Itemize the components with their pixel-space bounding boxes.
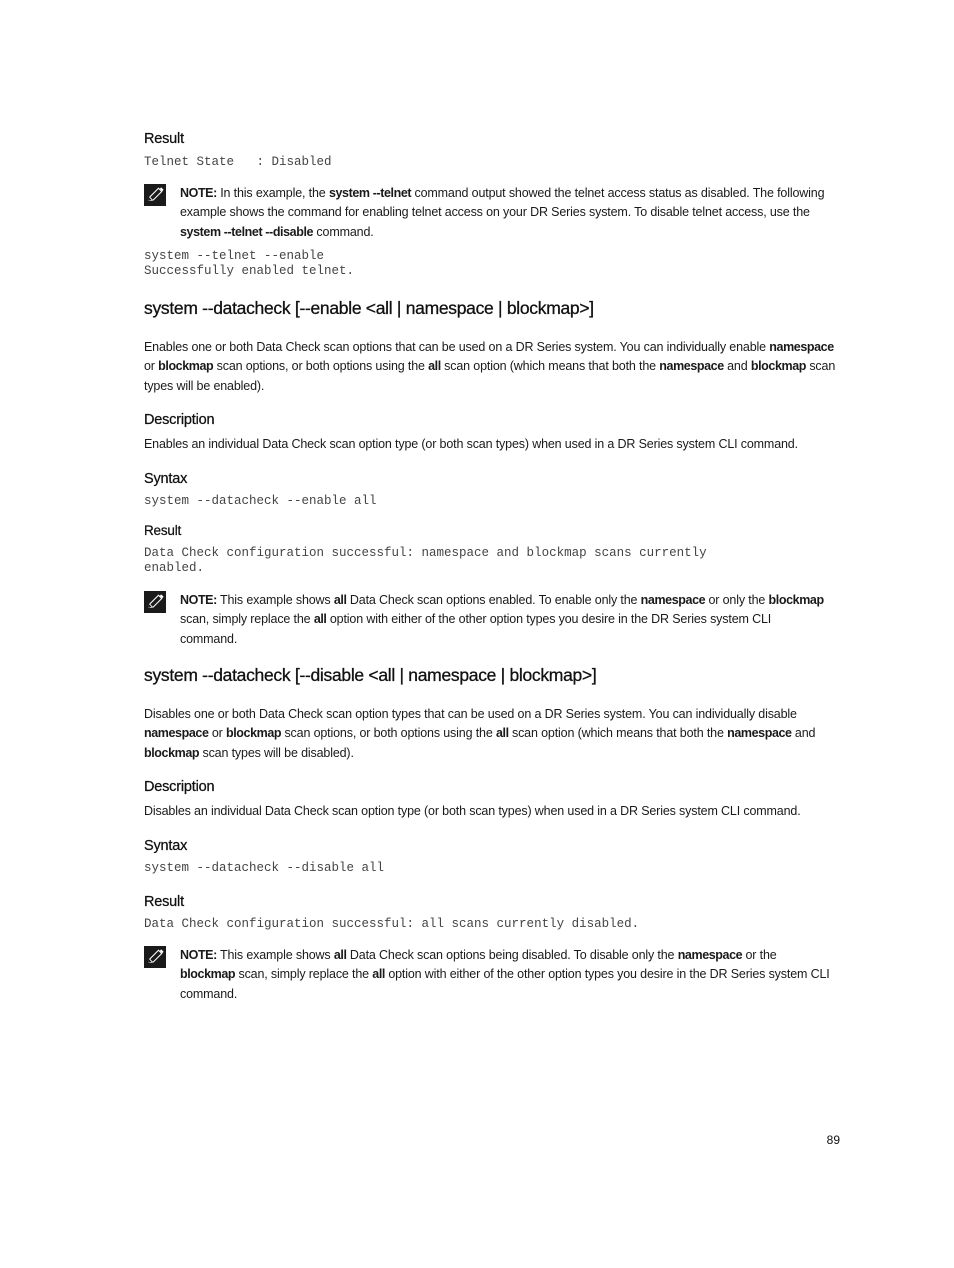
pencil-note-icon — [144, 591, 166, 613]
description-enable: Enables an individual Data Check scan option type (or both scan types) when used in a DR Series system CLI command. — [144, 437, 798, 451]
section-intro-disable: Disables one or both Data Check scan option types that can be used on a DR Series system. You can individually disable namespace or blockmap scan options, or both options using the all scan option (which means that both the namespace and blockmap scan types will be disabled). — [144, 707, 816, 760]
result-output-disable: Data Check configuration successful: all scans currently disabled. — [144, 917, 640, 931]
description-heading-enable: Description — [144, 412, 215, 428]
section-title-disable: system --datacheck [--disable <all | namespace | blockmap>] — [144, 665, 597, 685]
section-intro-enable: Enables one or both Data Check scan options that can be used on a DR Series system. You can individually enable namespace or blockmap scan options, or both options using the all scan option (which means that both the namespace and blockmap scan types will be enabled). — [144, 340, 836, 393]
description-heading-disable: Description — [144, 779, 215, 795]
section-title-enable: system --datacheck [--enable <all | namespace | blockmap>] — [144, 298, 594, 318]
syntax-disable: system --datacheck --disable all — [144, 861, 385, 875]
description-disable: Disables an individual Data Check scan option type (or both scan types) when used in a DR Series system CLI command. — [144, 804, 801, 818]
syntax-heading-disable: Syntax — [144, 838, 188, 854]
result-heading-enable: Result — [144, 523, 182, 538]
syntax-enable: system --datacheck --enable all — [144, 494, 377, 508]
syntax-heading-enable: Syntax — [144, 471, 188, 487]
note-text: NOTE: This example shows all Data Check scan options enabled. To enable only the namespace or only the blockmap scan, simply replace the all option with either of the other option types you desire in the DR Series system CLI command. — [180, 593, 824, 646]
result-heading-disable: Result — [144, 894, 184, 910]
telnet-state-output: Telnet State : Disabled — [144, 155, 332, 169]
note-text: NOTE: In this example, the system --telnet command output showed the telnet access status as disabled. The following example shows the command for enabling telnet access on your DR Series system. To disable telnet access, use the system --telnet --disable command. — [180, 186, 825, 239]
telnet-enable-code: system --telnet --enable Successfully enabled telnet. — [144, 249, 355, 279]
note-text: NOTE: This example shows all Data Check scan options being disabled. To disable only the namespace or the blockmap scan, simply replace the all option with either of the other option types you desire in the DR Series system CLI command. — [180, 948, 830, 1001]
page-number: 89 — [826, 1133, 840, 1147]
pencil-note-icon — [144, 184, 166, 206]
pencil-note-icon — [144, 946, 166, 968]
result-heading: Result — [144, 131, 184, 147]
result-output-enable: Data Check configuration successful: namespace and blockmap scans currently enabled. — [144, 546, 707, 576]
